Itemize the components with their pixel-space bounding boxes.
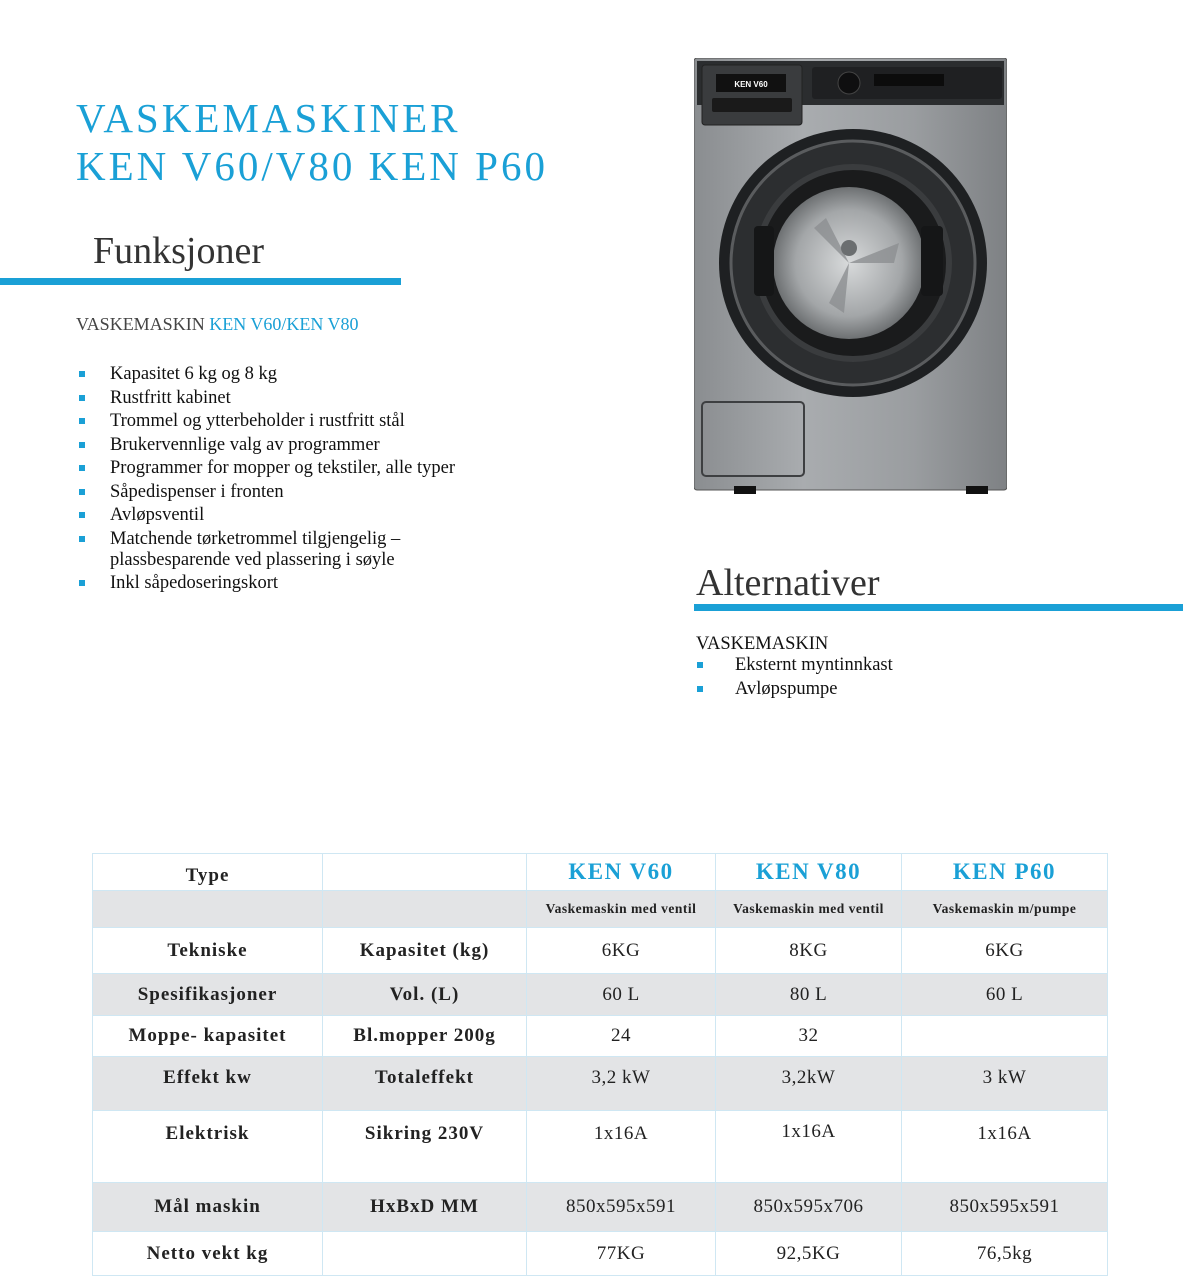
table-cell: 24 xyxy=(527,1016,716,1057)
row-parameter: Sikring 230V xyxy=(323,1111,527,1183)
table-row xyxy=(93,1183,1108,1232)
funksjoner-subtitle xyxy=(76,314,359,335)
table-row xyxy=(93,1111,1108,1183)
bullet-icon xyxy=(79,371,85,377)
model-subtitle: Vaskemaskin med ventil xyxy=(716,891,902,928)
table-row xyxy=(93,1232,1108,1276)
machine-label: KEN V60 xyxy=(734,80,768,89)
row-parameter: Vol. (L) xyxy=(323,974,527,1016)
bullet-icon xyxy=(79,465,85,471)
table-cell: 77KG xyxy=(527,1232,716,1276)
alternativer-divider xyxy=(694,604,1183,611)
table-cell: 3,2 kW xyxy=(527,1057,716,1111)
bullet-icon xyxy=(79,512,85,518)
table-cell xyxy=(93,891,323,928)
table-cell xyxy=(323,891,527,928)
table-cell: 3,2kW xyxy=(716,1057,902,1111)
alternativer-label: VASKEMASKIN xyxy=(696,634,829,654)
funksjoner-divider xyxy=(0,278,401,285)
row-parameter xyxy=(323,1232,527,1276)
list-item: Rustfritt kabinet xyxy=(76,388,596,409)
row-category: Netto vekt kg xyxy=(93,1232,323,1276)
table-cell xyxy=(323,854,527,891)
list-item: Kapasitet 6 kg og 8 kg xyxy=(76,364,596,385)
table-cell: 80 L xyxy=(716,974,902,1016)
model-subtitle: Vaskemaskin m/pumpe xyxy=(902,891,1108,928)
funksjoner-heading: Funksjoner xyxy=(93,230,264,272)
model-subtitle: Vaskemaskin med ventil xyxy=(527,891,716,928)
table-cell: 92,5KG xyxy=(716,1232,902,1276)
table-header-row xyxy=(93,854,1108,891)
title-line-2: KEN V60/V80 KEN P60 xyxy=(76,143,548,189)
table-subheader-row xyxy=(93,891,1108,928)
subtitle-models: KEN V60/KEN V80 xyxy=(209,314,359,334)
row-category: Tekniske xyxy=(93,928,323,974)
bullet-icon xyxy=(79,395,85,401)
model-header-ken-v80: KEN V80 xyxy=(716,854,902,891)
row-parameter: Kapasitet (kg) xyxy=(323,928,527,974)
feature-list xyxy=(76,364,596,597)
table-cell xyxy=(902,1016,1108,1057)
list-item: Avløpsventil xyxy=(76,505,596,526)
table-cell: 1x16A xyxy=(527,1111,716,1183)
bullet-icon xyxy=(79,580,85,586)
bullet-icon xyxy=(79,418,85,424)
table-row xyxy=(93,974,1108,1016)
table-row xyxy=(93,1016,1108,1057)
specification-table xyxy=(92,853,1108,1276)
type-header: Type xyxy=(93,854,323,891)
table-row xyxy=(93,928,1108,974)
table-cell: 850x595x591 xyxy=(902,1183,1108,1232)
bullet-icon xyxy=(79,536,85,542)
table-cell: 3 kW xyxy=(902,1057,1108,1111)
table-cell: 32 xyxy=(716,1016,902,1057)
table-cell: 6KG xyxy=(902,928,1108,974)
list-item: Matchende tørketrommel tilgjengelig – plassbesparende ved plassering i søyle xyxy=(76,529,596,571)
list-item: Eksternt myntinnkast xyxy=(694,655,1154,676)
table-cell: 850x595x591 xyxy=(527,1183,716,1232)
list-item: Brukervennlige valg av programmer xyxy=(76,435,596,456)
table-cell: 60 L xyxy=(527,974,716,1016)
table-cell: 1x16A xyxy=(902,1111,1108,1183)
document-title xyxy=(76,94,548,190)
row-category: Effekt kw xyxy=(93,1057,323,1111)
table-cell: 1x16A xyxy=(716,1111,902,1183)
row-category: Elektrisk xyxy=(93,1111,323,1183)
bullet-icon xyxy=(697,662,703,668)
bullet-icon xyxy=(79,442,85,448)
row-category: Moppe- kapasitet xyxy=(93,1016,323,1057)
row-category: Mål maskin xyxy=(93,1183,323,1232)
table-cell: 8KG xyxy=(716,928,902,974)
list-item: Såpedispenser i fronten xyxy=(76,482,596,503)
row-parameter: HxBxD MM xyxy=(323,1183,527,1232)
list-item: Programmer for mopper og tekstiler, alle typer xyxy=(76,458,596,479)
washing-machine-image xyxy=(694,58,1007,494)
row-parameter: Totaleffekt xyxy=(323,1057,527,1111)
bullet-icon xyxy=(79,489,85,495)
table-cell: 6KG xyxy=(527,928,716,974)
title-line-1: VASKEMASKINER xyxy=(76,95,461,141)
row-parameter: Bl.mopper 200g xyxy=(323,1016,527,1057)
table-row xyxy=(93,1057,1108,1111)
list-item: Inkl såpedoseringskort xyxy=(76,573,596,594)
table-cell: 60 L xyxy=(902,974,1108,1016)
model-header-ken-v60: KEN V60 xyxy=(527,854,716,891)
row-category: Spesifikasjoner xyxy=(93,974,323,1016)
subtitle-prefix: VASKEMASKIN xyxy=(76,314,210,334)
list-item: Avløpspumpe xyxy=(694,679,1154,700)
table-cell: 850x595x706 xyxy=(716,1183,902,1232)
alternativer-list xyxy=(694,655,1154,702)
bullet-icon xyxy=(697,686,703,692)
list-item: Trommel og ytterbeholder i rustfritt stål xyxy=(76,411,596,432)
model-header-ken-p60: KEN P60 xyxy=(902,854,1108,891)
alternativer-heading: Alternativer xyxy=(696,562,880,604)
table-cell: 76,5kg xyxy=(902,1232,1108,1276)
